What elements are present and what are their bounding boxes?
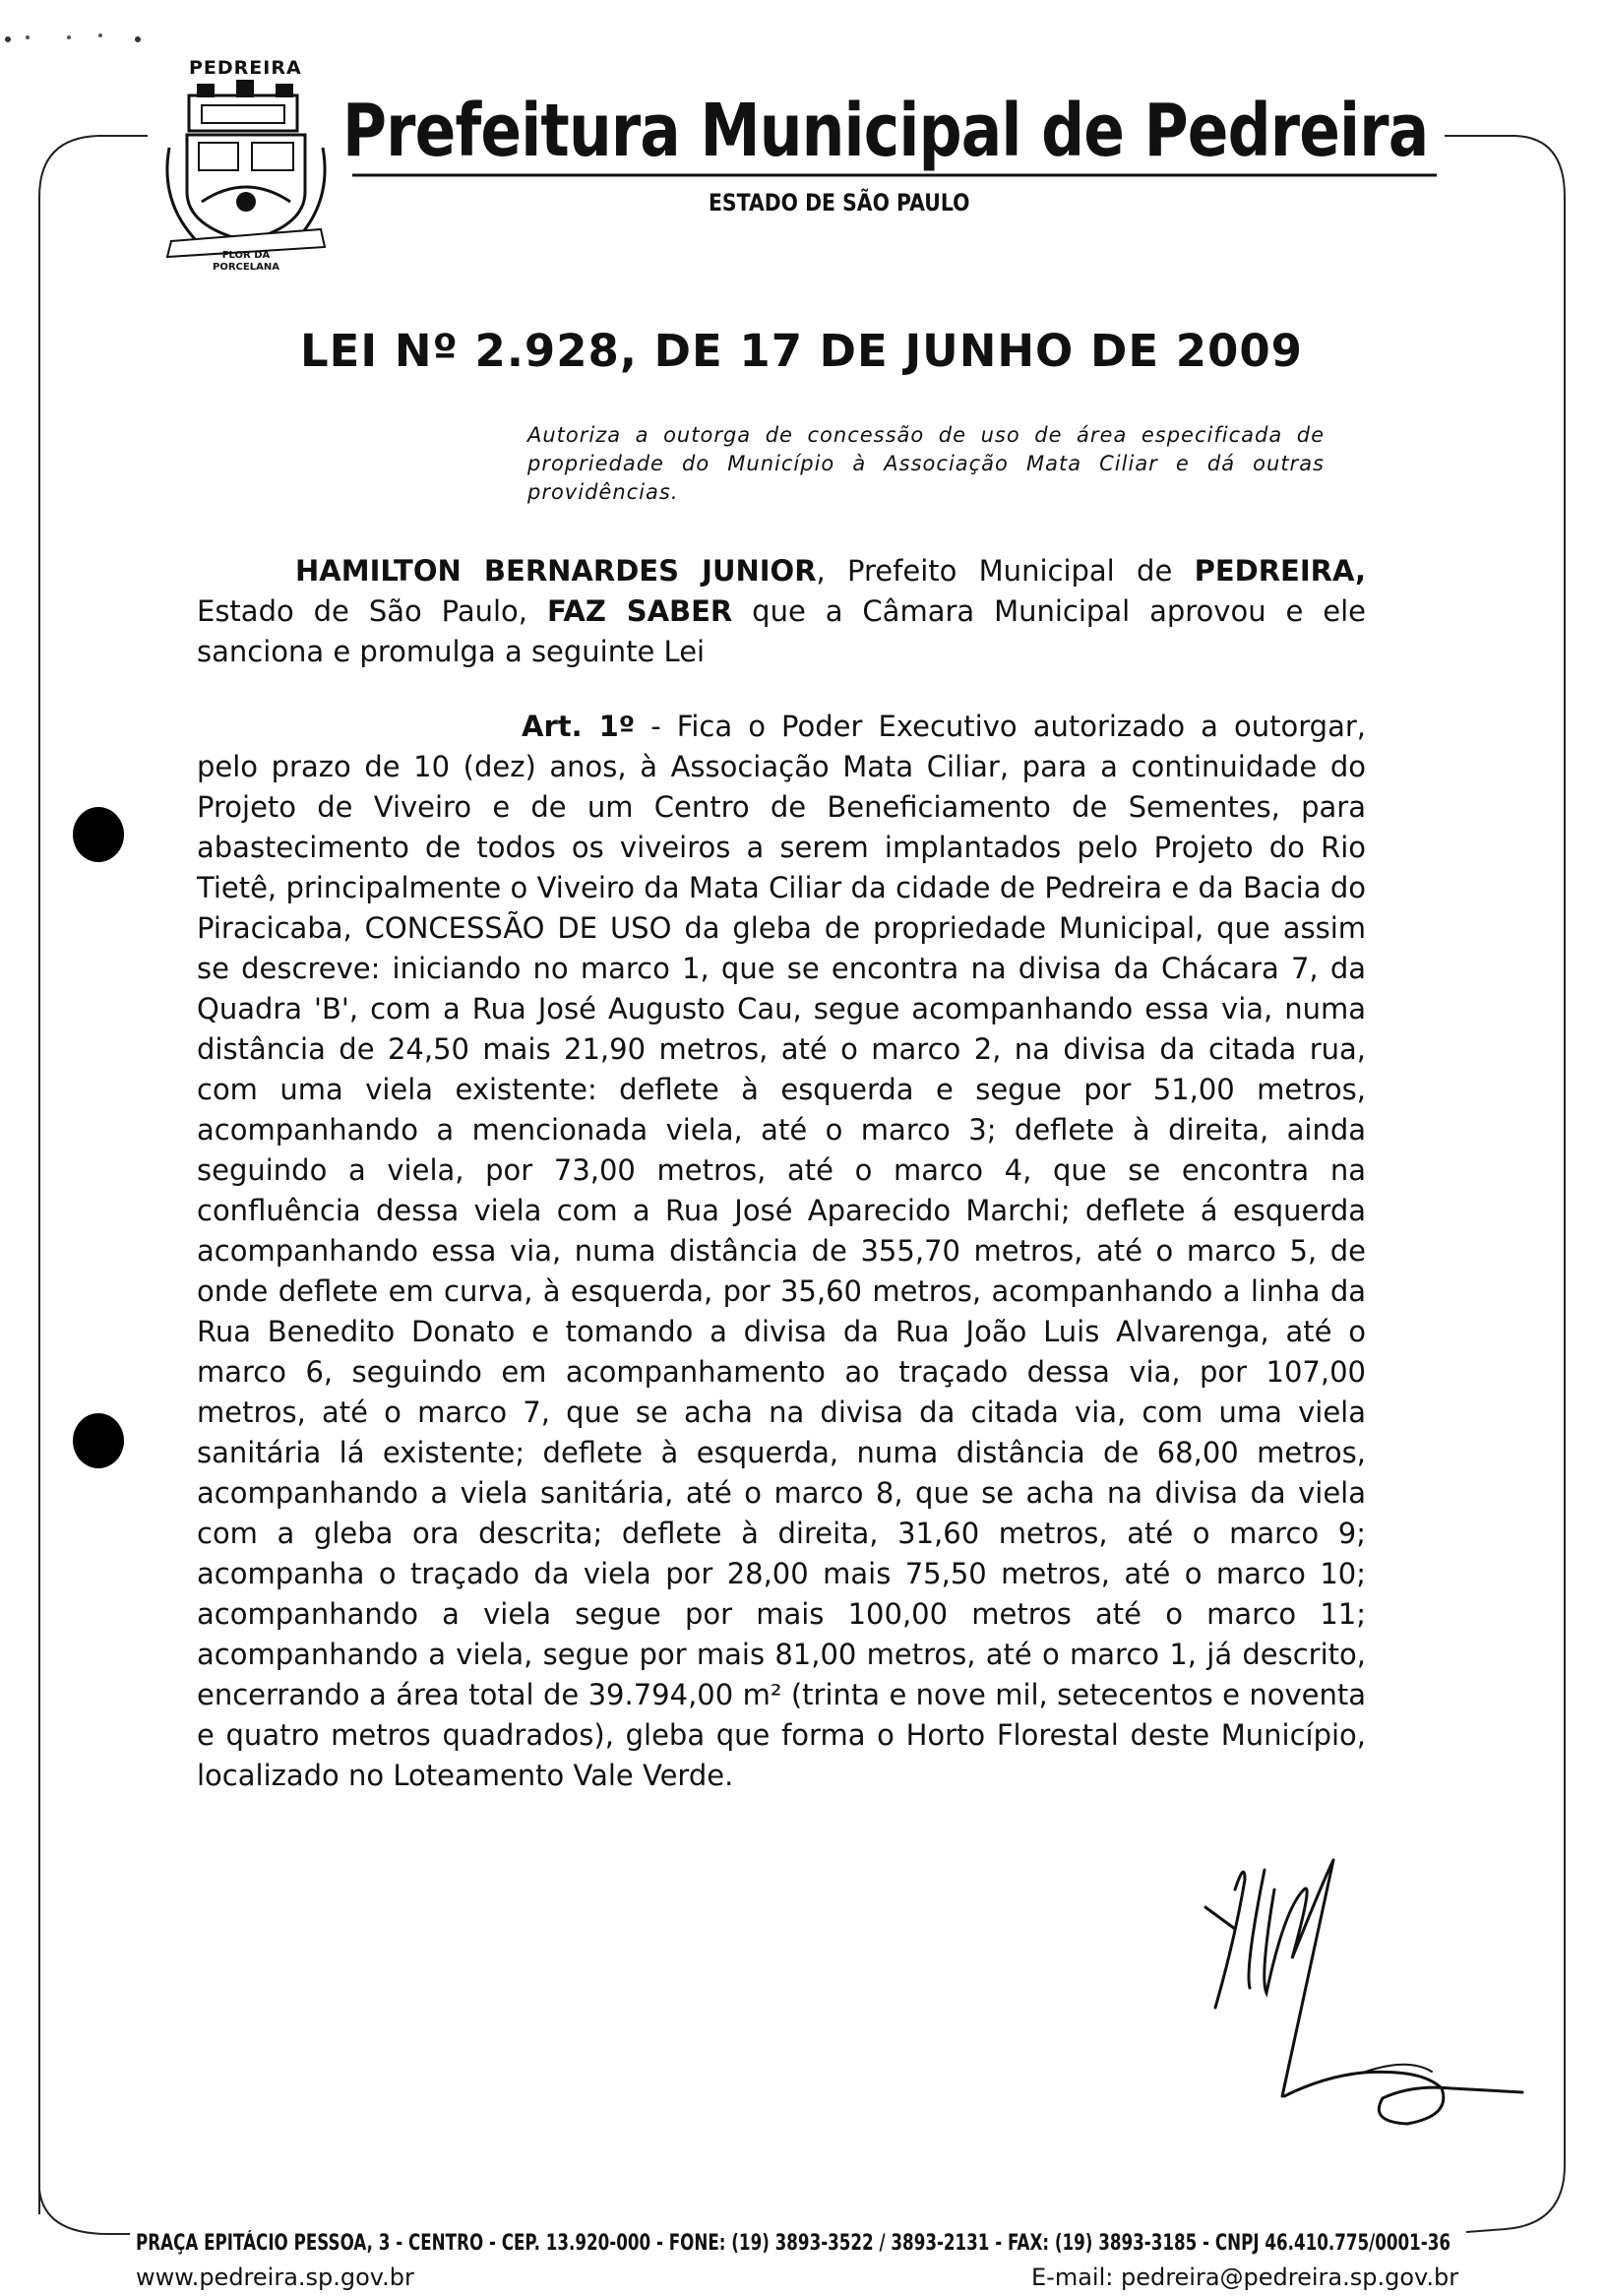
coat-bottom-line-1: FLOR DA [221, 250, 271, 261]
coat-bottom-line-2: PORCELANA [213, 262, 279, 273]
article-1-paragraph [197, 707, 1366, 1796]
footer-address: PRAÇA EPITÁCIO PESSOA, 3 - CENTRO - CEP. 13.920-000 - FONE: (19) 3893-3522 / 3893-2131 - FAX: (19) 3893-3185 - CNPJ 46.410.775/0001-36 [136, 2231, 1451, 2256]
coat-bottom-text [202, 250, 290, 274]
header-title: Prefeitura Municipal de Pedreira [342, 89, 1429, 173]
intro-text-1: , Prefeito Municipal de [816, 554, 1195, 588]
article-1-text: - Fica o Poder Executivo autorizado a outorgar, pelo prazo de 10 (dez) anos, à Associação Mata Ciliar, para a continuidade do Projeto de Viveiro e de um Centro de Beneficiamento de Sementes, para abastecimento de todos os viveiros a serem implantados pelo Projeto do Rio Tietê, principalmente o Viveiro da Mata Ciliar da cidade de Pedreira e da Bacia do Piracicaba, CONCESSÃO DE USO da gleba de propriedade Municipal, que assim se descreve: iniciando no marco 1, que se encontra na divisa da Chácara 7, da Quadra 'B', com a Rua José Augusto Cau, segue acompanhando essa via, numa distância de 24,50 mais 21,90 metros, até o marco 2, na divisa da citada rua, com uma viela existente: deflete à esquerda e segue por 51,00 metros, acompanhando a mencionada viela, até o marco 3; deflete à direita, ainda seguindo a viela, por 73,00 metros, até o marco 4, que se encontra na confluência dessa viela com a Rua José Aparecido Marchi; deflete á esquerda acompanhando essa via, numa distância de 355,70 metros, até o marco 5, de onde deflete em curva, à esquerda, por 35,60 metros, acompanhando a linha da Rua Benedito Donato e tomando a divisa da Rua João Luis Alvarenga, até o marco 6, seguindo em acompanhamento ao traçado dessa via, por 107,00 metros, até o marco 7, que se acha na divisa da citada via, com uma viela sanitária lá existente; deflete à esquerda, numa distância de 68,00 metros, acompanhando a viela sanitária, até o marco 8, que se acha na divisa da viela com a gleba ora descrita; deflete à direita, 31,60 metros, até o marco 9; acompanha o traçado da viela por 28,00 mais 75,50 metros, até o marco 10; acompanhando a viela segue por mais 100,00 metros até o marco 11; acompanhando a viela, segue por mais 81,00 metros, até o marco 1, já descrito, encerrando a área total de 39.794,00 m² (trinta e nove mil, setecentos e noventa e quatro metros quadrados), gleba que forma o Horto Florestal deste Município, localizado no Loteamento Vale Verde. [197, 710, 1366, 1792]
scan-specks [0, 0, 197, 59]
footer-email-link[interactable]: E-mail: pedreira@pedreira.sp.gov.br [1031, 2264, 1459, 2291]
punch-hole-top [73, 807, 124, 862]
signature-icon [1176, 1850, 1550, 2145]
header-subtitle: ESTADO DE SÃO PAULO [709, 189, 970, 217]
coat-top-text: PEDREIRA [189, 57, 302, 79]
intro-text-3: que a Câmara Municipal aprovou e ele sanciona e promulga a seguinte Lei [197, 594, 1366, 668]
municipal-coat-of-arms-icon [157, 54, 335, 280]
mayor-name: HAMILTON BERNARDES JUNIOR [295, 554, 817, 588]
article-1-label: Art. 1º [522, 710, 636, 743]
law-summary: Autoriza a outorga de concessão de uso de área especificada de propriedade do Município à Associação Mata Ciliar e dá outras providências. [527, 423, 1325, 504]
punch-hole-bottom [73, 1413, 124, 1468]
intro-text-2: Estado de São Paulo, [197, 594, 547, 628]
footer-website-link[interactable]: www.pedreira.sp.gov.br [136, 2264, 414, 2291]
announce-text: FAZ SABER [546, 594, 733, 628]
law-title: LEI Nº 2.928, DE 17 DE JUNHO DE 2009 [300, 325, 1303, 377]
city-name: PEDREIRA, [1194, 554, 1366, 588]
intro-paragraph [197, 551, 1366, 672]
